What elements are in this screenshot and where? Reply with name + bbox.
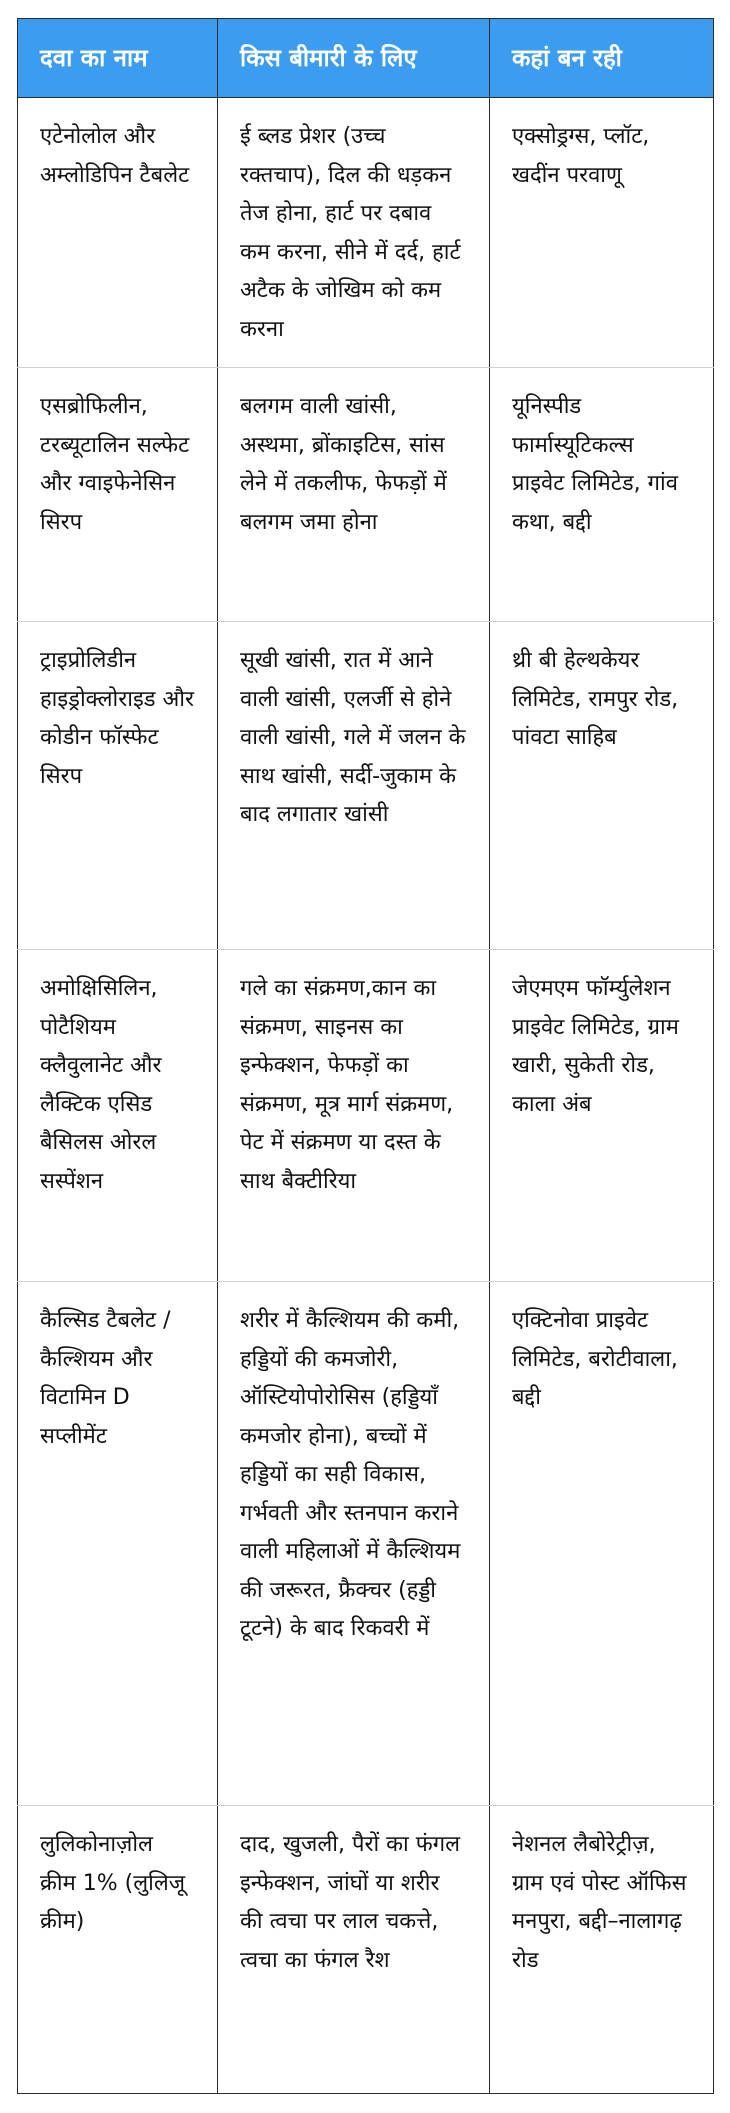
medicine-name-text: एसब्रोफिलीन, टरब्यूटालिन सल्फेट और ग्वाइफेनेसिन सिरप — [40, 394, 190, 535]
disease-text: दाद, खुजली, पैरों का फंगल इन्फेक्शन, जांघों या शरीर की त्वचा पर लाल चकत्ते, त्वचा का फंगल रैश — [240, 1832, 461, 1973]
header-row — [18, 19, 714, 98]
cell-disease — [218, 1806, 490, 2094]
table-row — [18, 622, 714, 950]
place-text: यूनिस्पीड फार्मास्यूटिकल्स प्राइवेट लिमिटेड, गांव कथा, बद्दी — [512, 394, 678, 535]
cell-disease — [218, 1282, 490, 1806]
table-row — [18, 98, 714, 368]
cell-medicine-name — [18, 368, 218, 622]
cell-disease — [218, 622, 490, 950]
table-row — [18, 1282, 714, 1806]
cell-medicine-name — [18, 950, 218, 1282]
cell-place — [490, 98, 714, 368]
medicine-name-text: ट्राइप्रोलिडीन हाइड्रोक्लोराइड और कोडीन फॉस्फेट सिरप — [40, 648, 195, 789]
disease-text: बलगम वाली खांसी, अस्थमा, ब्रोंकाइटिस, सांस लेने में तकलीफ, फेफड़ों में बलगम जमा होना — [240, 394, 447, 535]
medicine-name-text: कैल्सिड टैबलेट / कैल्शियम और विटामिन D सप्लीमेंट — [40, 1308, 171, 1449]
disease-text: गले का संक्रमण,कान का संक्रमण, साइनस का इन्फेक्शन, फेफड़ों का संक्रमण, मूत्र मार्ग संक्रमण, पेट में संक्रमण या दस्त के साथ बैक्टीरिया — [240, 976, 454, 1194]
medicine-name-text: एटेनोलोल और अम्लोडिपिन टैबलेट — [40, 124, 190, 188]
place-text: एक्सोड्रग्स, प्लॉट, खदींन परवाणू — [512, 124, 650, 188]
cell-medicine-name — [18, 1806, 218, 2094]
table-row — [18, 1806, 714, 2094]
table-row — [18, 368, 714, 622]
cell-medicine-name — [18, 622, 218, 950]
cell-disease — [218, 368, 490, 622]
table-header — [18, 19, 714, 98]
cell-place — [490, 622, 714, 950]
header-manufacturing-place: कहां बन रही — [490, 19, 714, 98]
cell-place — [490, 1806, 714, 2094]
disease-text: ई ब्लड प्रेशर (उच्च रक्तचाप), दिल की धड़कन तेज होना, हार्ट पर दबाव कम करना, सीने में दर्द, हार्ट अटैक के जोखिम को कम करना — [240, 124, 461, 342]
medicine-table — [17, 18, 714, 2094]
disease-text: सूखी खांसी, रात में आने वाली खांसी, एलर्जी से होने वाली खांसी, गले में जलन के साथ खांसी, सर्दी-जुकाम के बाद लगातार खांसी — [240, 648, 466, 827]
cell-disease — [218, 950, 490, 1282]
disease-text: शरीर में कैल्शियम की कमी, हड्डियों की कमजोरी, ऑस्टियोपोरोसिस (हड्डियाँ कमजोर होना), बच्चों में हड्डियों का सही विकास, गर्भवती और स्तनपान कराने वाली महिलाओं में कैल्शियम की जरूरत, फ्रैक्चर (हड्डी टूटने) के बाद रिकवरी में — [240, 1308, 461, 1641]
medicine-name-text: अमोक्षिसिलिन, पोटैशियम क्लैवुलानेट और लैक्टिक एसिड बैसिलस ओरल सस्पेंशन — [40, 976, 162, 1194]
medicine-name-text: लुलिकोनाज़ोल क्रीम 1% (लुलिजू क्रीम) — [40, 1832, 186, 1934]
cell-place — [490, 1282, 714, 1806]
table-body — [18, 98, 714, 2094]
header-disease: किस बीमारी के लिए — [218, 19, 490, 98]
cell-place — [490, 368, 714, 622]
place-text: एक्टिनोवा प्राइवेट लिमिटेड, बरोटीवाला, बद्दी — [512, 1308, 678, 1410]
place-text: थ्री बी हेल्थकेयर लिमिटेड, रामपुर रोड, पांवटा साहिब — [512, 648, 679, 750]
cell-medicine-name — [18, 1282, 218, 1806]
cell-medicine-name — [18, 98, 218, 368]
place-text: जेएमएम फॉर्म्युलेशन प्राइवेट लिमिटेड, ग्राम खारी, सुकेती रोड, काला अंब — [512, 976, 679, 1117]
header-medicine-name: दवा का नाम — [18, 19, 218, 98]
cell-place — [490, 950, 714, 1282]
place-text: नेशनल लैबोरेट्रीज़, ग्राम एवं पोस्ट ऑफिस मनपुरा, बद्दी–नालागढ़ रोड — [512, 1832, 687, 1973]
cell-disease — [218, 98, 490, 368]
table-row — [18, 950, 714, 1282]
